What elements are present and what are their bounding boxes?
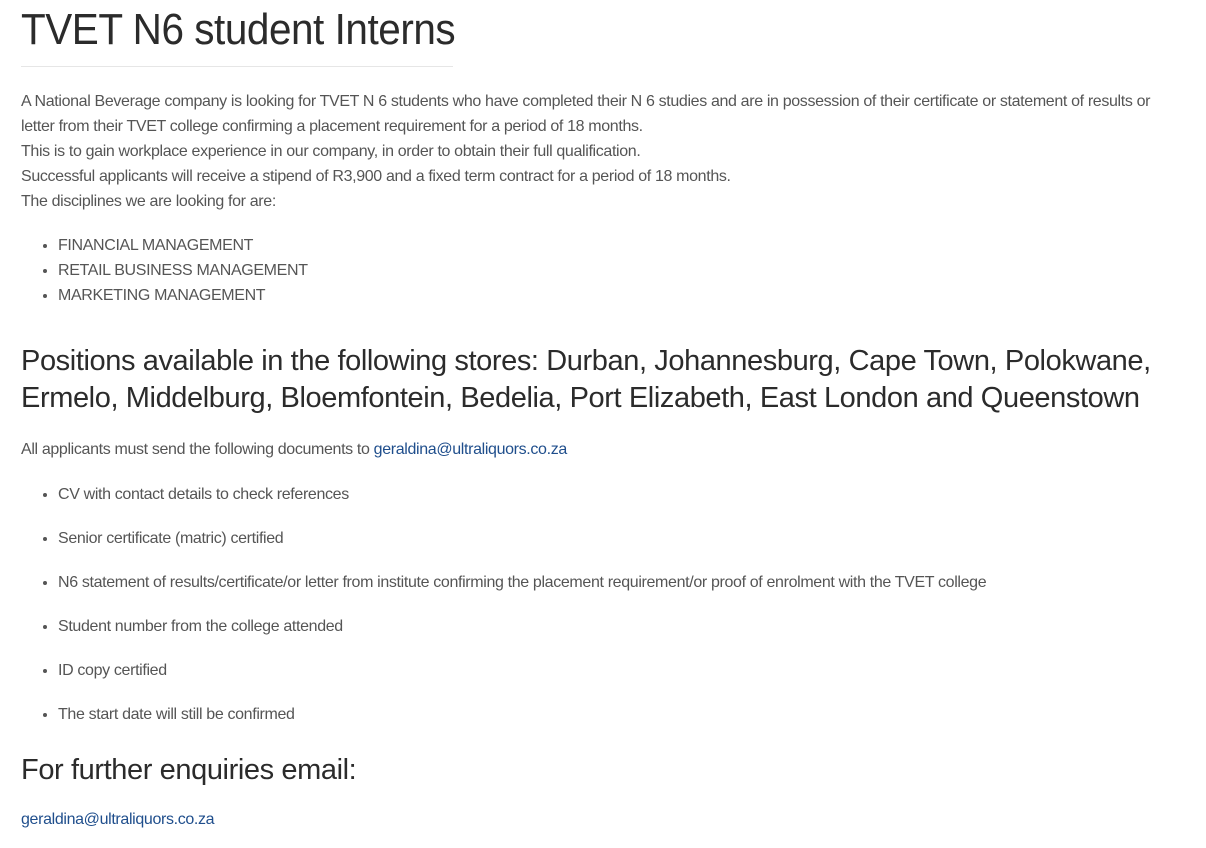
title-divider: [21, 66, 453, 67]
enquiries-heading: For further enquiries email:: [21, 754, 357, 786]
list-item: • MARKETING MANAGEMENT: [58, 283, 1185, 308]
email-link[interactable]: geraldina@ultraliquors.co.za: [373, 441, 567, 458]
page-title: TVET N6 student Interns: [21, 5, 456, 54]
enquiries-email-link[interactable]: geraldina@ultraliquors.co.za: [21, 811, 215, 828]
list-item: • Student number from the college attended: [58, 614, 1185, 639]
intro-paragraph-4: The disciplines we are looking for are:: [21, 193, 276, 210]
documents-list: [21, 482, 1185, 727]
intro-paragraph-3: Successful applicants will receive a stipend of R3,900 and a fixed term contract for a period of 18 months.: [21, 168, 731, 185]
documents-intro: [21, 437, 1185, 462]
intro-paragraph-1: A National Beverage company is looking for TVET N 6 students who have completed their N 6 studies and are in possession of their certificate or statement of results or letter from their TVET college confirming a placement requirement for a period of 18 months.: [21, 93, 1151, 135]
documents-intro-text: All applicants must send the following documents to: [21, 441, 374, 458]
disciplines-list: [21, 233, 1185, 308]
list-item: • ID copy certified: [58, 658, 1185, 683]
list-item: • Senior certificate (matric) certified: [58, 526, 1185, 551]
positions-heading: Positions available in the following stores: Durban, Johannesburg, Cape Town, Polokwane, Ermelo, Middelburg, Bloemfontein, Bedelia, Port Elizabeth, East London and Queenstown: [21, 345, 1151, 414]
list-item: • CV with contact details to check references: [58, 482, 1185, 507]
list-item: • RETAIL BUSINESS MANAGEMENT: [58, 258, 1185, 283]
enquiries-contact: [21, 807, 1185, 832]
intro-paragraph-2: This is to gain workplace experience in our company, in order to obtain their full qualification.: [21, 143, 641, 160]
intro-section: [21, 89, 1185, 214]
list-item: • FINANCIAL MANAGEMENT: [58, 233, 1185, 258]
list-item: • N6 statement of results/certificate/or letter from institute confirming the placement requirement/or proof of enrolment with the TVET college: [58, 570, 1185, 595]
list-item: • The start date will still be confirmed: [58, 702, 1185, 727]
